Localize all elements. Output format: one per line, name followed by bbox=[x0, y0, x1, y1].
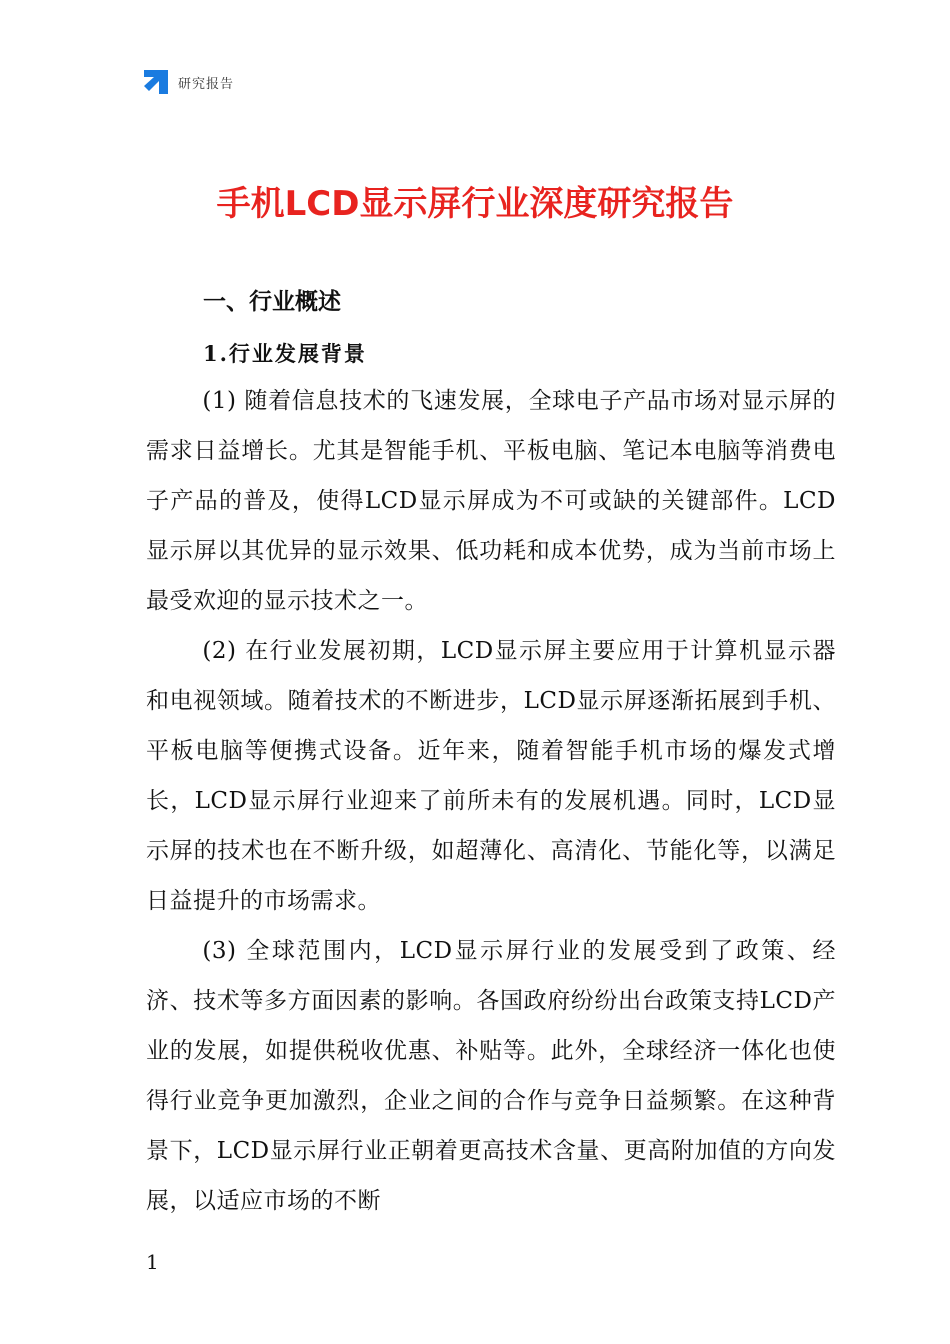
paragraph-2: (2) 在行业发展初期，LCD显示屏主要应用于计算机显示器和电视领域。随着技术的不断进步，LCD显示屏逐渐拓展到手机、平板电脑等便携式设备。近年来，随着智能手机市场的爆发式增长，LCD显示屏行业迎来了前所未有的发展机遇。同时，LCD显示屏的技术也在不断升级，如超薄化、高清化、节能化等，以满足日益提升的市场需求。 bbox=[146, 638, 836, 914]
section-heading: 一、行业概述 bbox=[203, 289, 341, 315]
page-number: 1 bbox=[146, 1250, 159, 1274]
document-title: 手机LCD显示屏行业深度研究报告 bbox=[216, 184, 734, 224]
page-header bbox=[142, 68, 234, 96]
header-label: 研究报告 bbox=[178, 76, 235, 92]
subsection-heading: 1.行业发展背景 bbox=[203, 341, 367, 366]
body-text bbox=[146, 376, 836, 1226]
arrow-up-right-icon bbox=[142, 68, 170, 96]
paragraph-1: (1) 随着信息技术的飞速发展，全球电子产品市场对显示屏的需求日益增长。尤其是智能手机、平板电脑、笔记本电脑等消费电子产品的普及，使得LCD显示屏成为不可或缺的关键部件。LCD显示屏以其优异的显示效果、低功耗和成本优势，成为当前市场上最受欢迎的显示技术之一。 bbox=[146, 388, 836, 614]
paragraph-3: (3) 全球范围内，LCD显示屏行业的发展受到了政策、经济、技术等多方面因素的影响。各国政府纷纷出台政策支持LCD产业的发展，如提供税收优惠、补贴等。此外，全球经济一体化也使得行业竞争更加激烈，企业之间的合作与竞争日益频繁。在这种背景下，LCD显示屏行业正朝着更高技术含量、更高附加值的方向发展，以适应市场的不断 bbox=[146, 938, 836, 1214]
